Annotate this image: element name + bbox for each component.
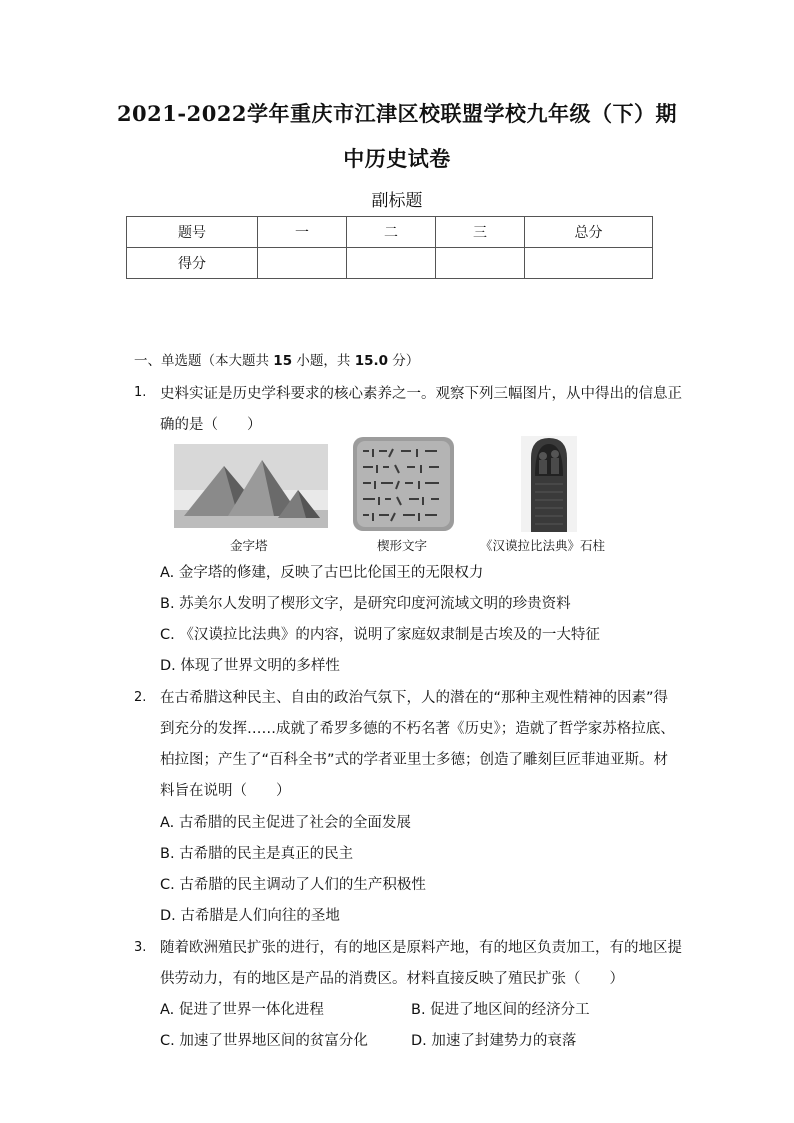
answer-option-d[interactable]: D. 体现了世界文明的多样性 [160, 658, 340, 674]
question-text: 料旨在说明（ ） [160, 783, 291, 799]
answer-option-d[interactable]: D. 古希腊是人们向往的圣地 [160, 908, 340, 924]
score-header-cell: 一 [258, 217, 347, 248]
score-header-cell: 二 [347, 217, 436, 248]
section-heading [134, 349, 419, 369]
score-cell[interactable] [347, 248, 436, 279]
score-row-label: 得分 [127, 248, 258, 279]
hammurabi-stele-image [521, 436, 577, 532]
score-cell[interactable] [436, 248, 525, 279]
section-count: 15 [273, 353, 293, 369]
score-cell[interactable] [525, 248, 653, 279]
section-points: 15.0 [354, 353, 388, 369]
question-text: 随着欧洲殖民扩张的进行，有的地区是原料产地，有的地区负责加工，有的地区提 [160, 940, 682, 956]
question-text: 史料实证是历史学科要求的核心素养之一。观察下列三幅图片，从中得出的信息正 [160, 386, 682, 402]
image-caption: 《汉谟拉比法典》石柱 [480, 538, 606, 553]
answer-option-c[interactable]: C. 古希腊的民主调动了人们的生产积极性 [160, 877, 426, 893]
answer-option-d[interactable]: D. 加速了封建势力的衰落 [411, 1033, 577, 1049]
question-text: 在古希腊这种民主、自由的政治气氛下，人的潜在的“那种主观性精神的因素”得 [160, 690, 669, 706]
question-text: 到充分的发挥……成就了希罗多德的不朽名著《历史》；造就了哲学家苏格拉底、 [160, 721, 675, 737]
question-number: 1. [134, 385, 147, 400]
exam-title-line1: 2021-2022学年重庆市江津区校联盟学校九年级（下）期 [116, 101, 678, 126]
score-header-cell: 题号 [127, 217, 258, 248]
cuneiform-tablet-image [353, 437, 454, 531]
section-mid: 小题，共 [296, 353, 351, 369]
score-table-score-row [127, 248, 653, 279]
question-text: 柏拉图；产生了“百科全书”式的学者亚里士多德；创造了雕刻巨匠菲迪亚斯。材 [160, 752, 669, 768]
question-text: 供劳动力，有的地区是产品的消费区。材料直接反映了殖民扩张（ ） [160, 971, 624, 987]
subtitle: 副标题 [371, 191, 423, 211]
score-table [126, 216, 653, 279]
answer-option-b[interactable]: B. 古希腊的民主是真正的民主 [160, 846, 354, 862]
score-table-header-row [127, 217, 653, 248]
answer-option-a[interactable]: A. 促进了世界一体化进程 [160, 1002, 324, 1018]
answer-option-a[interactable]: A. 古希腊的民主促进了社会的全面发展 [160, 815, 411, 831]
answer-option-c[interactable]: C. 加速了世界地区间的贫富分化 [160, 1033, 368, 1049]
score-header-cell: 三 [436, 217, 525, 248]
answer-option-b[interactable]: B. 促进了地区间的经济分工 [411, 1002, 590, 1018]
answer-option-a[interactable]: A. 金字塔的修建，反映了古巴比伦国王的无限权力 [160, 565, 484, 581]
score-header-cell: 总分 [525, 217, 653, 248]
pyramid-image [174, 444, 328, 528]
question-number: 3. [134, 940, 147, 955]
section-end: 分） [392, 353, 420, 369]
question-number: 2. [134, 690, 147, 705]
image-caption: 金字塔 [230, 538, 268, 553]
image-caption: 楔形文字 [377, 538, 428, 553]
score-cell[interactable] [258, 248, 347, 279]
question-text: 确的是（ ） [160, 417, 262, 433]
section-label: 一、单选题（本大题共 [134, 353, 269, 369]
exam-title-line2: 中历史试卷 [343, 146, 451, 171]
answer-option-b[interactable]: B. 苏美尔人发明了楔形文字，是研究印度河流域文明的珍贵资料 [160, 596, 571, 612]
answer-option-c[interactable]: C. 《汉谟拉比法典》的内容，说明了家庭奴隶制是古埃及的一大特征 [160, 627, 600, 643]
